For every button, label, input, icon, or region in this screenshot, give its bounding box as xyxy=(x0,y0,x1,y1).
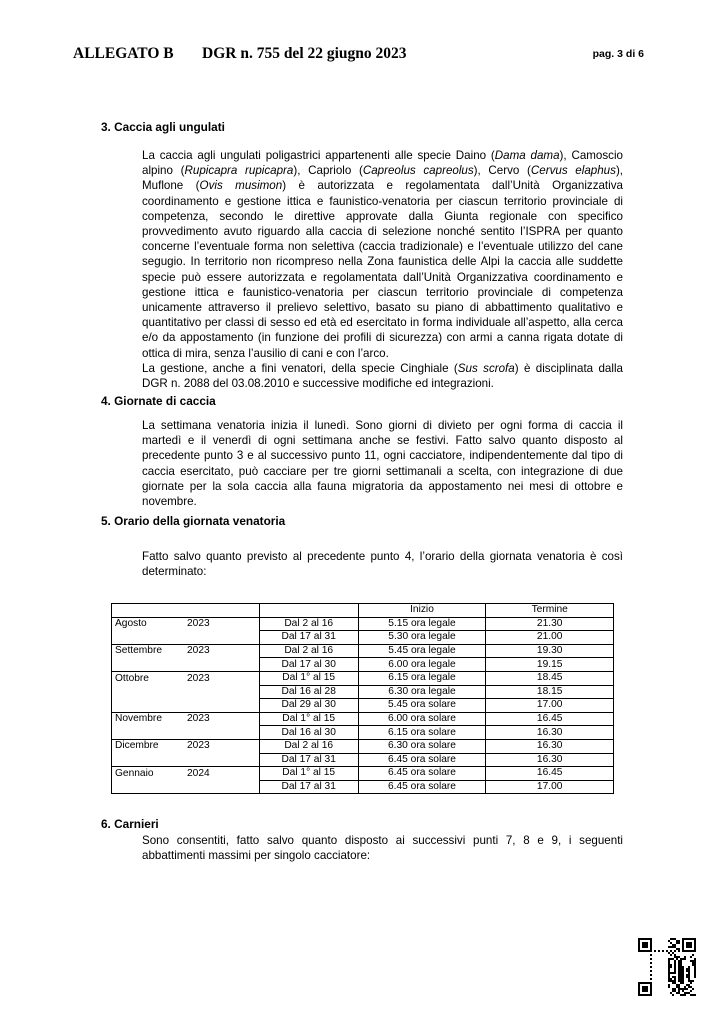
section-6-body: Sono consentiti, fatto salvo quanto disposto ai successivi punti 7, 8 e 9, i seguenti abbattimenti massimi per singolo cacciatore: xyxy=(142,834,623,863)
period-cell: Dal 2 al 16 xyxy=(259,644,358,658)
month-name: Gennaio xyxy=(115,767,154,779)
start-time-cell: 5.15 ora legale xyxy=(358,617,486,631)
month-cell xyxy=(112,685,260,699)
header-cell-empty xyxy=(259,604,358,618)
month-cell xyxy=(112,712,260,726)
section-3-body xyxy=(142,148,623,391)
start-time-cell: 5.45 ora solare xyxy=(358,699,486,713)
section-4-body: La settimana venatoria inizia il lunedì. Sono giorni di divieto per ogni forma di caccia il martedì e il venerdì di ogni settimana anche se festivi. Fatto salvo quanto disposto al precedente punto 3 e al successivo punto 11, ogni cacciatore, indipendentemente dal tipo di caccia esercitato, può cacciare per tre giorni settimanali a scelta, con integrazione di due giornate per la sola caccia alla fauna migratoria da appostamento nei mesi di ottobre e novembre. xyxy=(142,419,623,509)
period-cell: Dal 2 al 16 xyxy=(259,617,358,631)
section-6-title: 6. Carnieri xyxy=(101,817,159,831)
table-row xyxy=(112,658,614,672)
header-allegato: ALLEGATO B xyxy=(73,45,174,62)
end-time-cell: 16.45 xyxy=(486,767,614,781)
month-name: Dicembre xyxy=(115,740,159,752)
qr-code-icon xyxy=(638,938,696,996)
start-time-cell: 6.00 ora legale xyxy=(358,658,486,672)
table-row xyxy=(112,712,614,726)
end-time-cell: 16.30 xyxy=(486,726,614,740)
hunting-hours-table xyxy=(111,603,614,794)
month-name: Ottobre xyxy=(115,672,149,684)
month-cell xyxy=(112,739,260,753)
table-header-row xyxy=(112,604,614,618)
header-cell-empty xyxy=(112,604,260,618)
section-5-body: Fatto salvo quanto previsto al precedente punto 4, l’orario della giornata venatoria è così determinato: xyxy=(142,550,623,579)
section-3-paragraph-1: La caccia agli ungulati poligastrici appartenenti alle specie Daino (Dama dama), Camoscio alpino (Rupicapra rupicapra), Capriolo (Capreolus capreolus), Cervo (Cervus elaphus), Muflone (Ovis musimon) è autorizzata e regolamentata dall’Unità Organizzativa coordinamento e gestione ittica e faunistico-venatoria per ciascun territorio provinciale di competenza, secondo le direttive approvate dalla Giunta regionale con specifico provvedimento avuto riguardo alla caccia di selezione nonché sentito l’ISPRA per quanto concerne l’eventuale forma non selettiva (caccia tradizionale) e l’eventuale utilizzo del cane segugio. In territorio non ricompreso nella Zona faunistica delle Alpi la caccia alle suddette specie può essere autorizzata e regolamentata dall’Unità Organizzativa coordinamento e gestione ittica e faunistico-venatoria per ciascun territorio provinciale di competenza unicamente attraverso il prelievo selettivo, basato su piano di abbattimento qualitativo e quantitativo per classi di sesso ed età ed esercitato in forma individuale all’aspetto, alla cerca e/o da appostamento (in funzione dei profili di sicurezza) con armi a canna rigata dotate di ottica di mira, senza l’ausilio di cani e con l’arco. xyxy=(142,149,624,360)
month-cell xyxy=(112,699,260,713)
table-row xyxy=(112,671,614,685)
month-year: 2024 xyxy=(187,767,210,779)
table-row xyxy=(112,767,614,781)
start-time-cell: 6.30 ora legale xyxy=(358,685,486,699)
header-inizio: Inizio xyxy=(358,604,486,618)
period-cell: Dal 29 al 30 xyxy=(259,699,358,713)
header-dgr: DGR n. 755 del 22 giugno 2023 xyxy=(202,45,407,62)
month-cell xyxy=(112,671,260,685)
end-time-cell: 21.30 xyxy=(486,617,614,631)
end-time-cell: 17.00 xyxy=(486,699,614,713)
month-cell xyxy=(112,726,260,740)
table-row xyxy=(112,644,614,658)
page-number: pag. 3 di 6 xyxy=(592,48,644,60)
start-time-cell: 6.15 ora legale xyxy=(358,671,486,685)
period-cell: Dal 1° al 15 xyxy=(259,712,358,726)
table-row xyxy=(112,699,614,713)
table-row xyxy=(112,631,614,645)
period-cell: Dal 2 al 16 xyxy=(259,739,358,753)
table-row xyxy=(112,753,614,767)
table-row xyxy=(112,780,614,794)
header-termine: Termine xyxy=(486,604,614,618)
month-name: Novembre xyxy=(115,713,162,725)
section-5-title: 5. Orario della giornata venatoria xyxy=(101,514,286,528)
month-year: 2023 xyxy=(187,645,210,657)
start-time-cell: 6.45 ora solare xyxy=(358,780,486,794)
section-3-title: 3. Caccia agli ungulati xyxy=(101,120,225,134)
month-year: 2023 xyxy=(187,740,210,752)
month-cell xyxy=(112,658,260,672)
start-time-cell: 6.15 ora solare xyxy=(358,726,486,740)
start-time-cell: 6.45 ora solare xyxy=(358,753,486,767)
start-time-cell: 5.30 ora legale xyxy=(358,631,486,645)
section-4-title: 4. Giornate di caccia xyxy=(101,394,216,408)
month-cell xyxy=(112,617,260,631)
start-time-cell: 6.45 ora solare xyxy=(358,767,486,781)
end-time-cell: 18.15 xyxy=(486,685,614,699)
month-cell xyxy=(112,780,260,794)
period-cell: Dal 1° al 15 xyxy=(259,767,358,781)
period-cell: Dal 1° al 15 xyxy=(259,671,358,685)
start-time-cell: 6.30 ora solare xyxy=(358,739,486,753)
period-cell: Dal 16 al 30 xyxy=(259,726,358,740)
period-cell: Dal 16 al 28 xyxy=(259,685,358,699)
month-name: Settembre xyxy=(115,645,162,657)
end-time-cell: 16.30 xyxy=(486,739,614,753)
period-cell: Dal 17 al 30 xyxy=(259,658,358,672)
month-year: 2023 xyxy=(187,672,210,684)
month-cell xyxy=(112,753,260,767)
table-row xyxy=(112,739,614,753)
month-name: Agosto xyxy=(115,618,147,630)
end-time-cell: 19.15 xyxy=(486,658,614,672)
period-cell: Dal 17 al 31 xyxy=(259,753,358,767)
end-time-cell: 18.45 xyxy=(486,671,614,685)
month-cell xyxy=(112,631,260,645)
section-3-paragraph-2: La gestione, anche a fini venatori, della specie Cinghiale (Sus scrofa) è disciplinata dalla DGR n. 2088 del 03.08.2010 e successive modifiche ed integrazioni. xyxy=(142,361,623,391)
end-time-cell: 21.00 xyxy=(486,631,614,645)
period-cell: Dal 17 al 31 xyxy=(259,631,358,645)
period-cell: Dal 17 al 31 xyxy=(259,780,358,794)
month-year: 2023 xyxy=(187,713,210,725)
start-time-cell: 6.00 ora solare xyxy=(358,712,486,726)
month-cell xyxy=(112,644,260,658)
table-row xyxy=(112,685,614,699)
month-cell xyxy=(112,767,260,781)
end-time-cell: 16.30 xyxy=(486,753,614,767)
table-row xyxy=(112,617,614,631)
month-year: 2023 xyxy=(187,618,210,630)
end-time-cell: 19.30 xyxy=(486,644,614,658)
start-time-cell: 5.45 ora legale xyxy=(358,644,486,658)
table-row xyxy=(112,726,614,740)
end-time-cell: 17.00 xyxy=(486,780,614,794)
end-time-cell: 16.45 xyxy=(486,712,614,726)
